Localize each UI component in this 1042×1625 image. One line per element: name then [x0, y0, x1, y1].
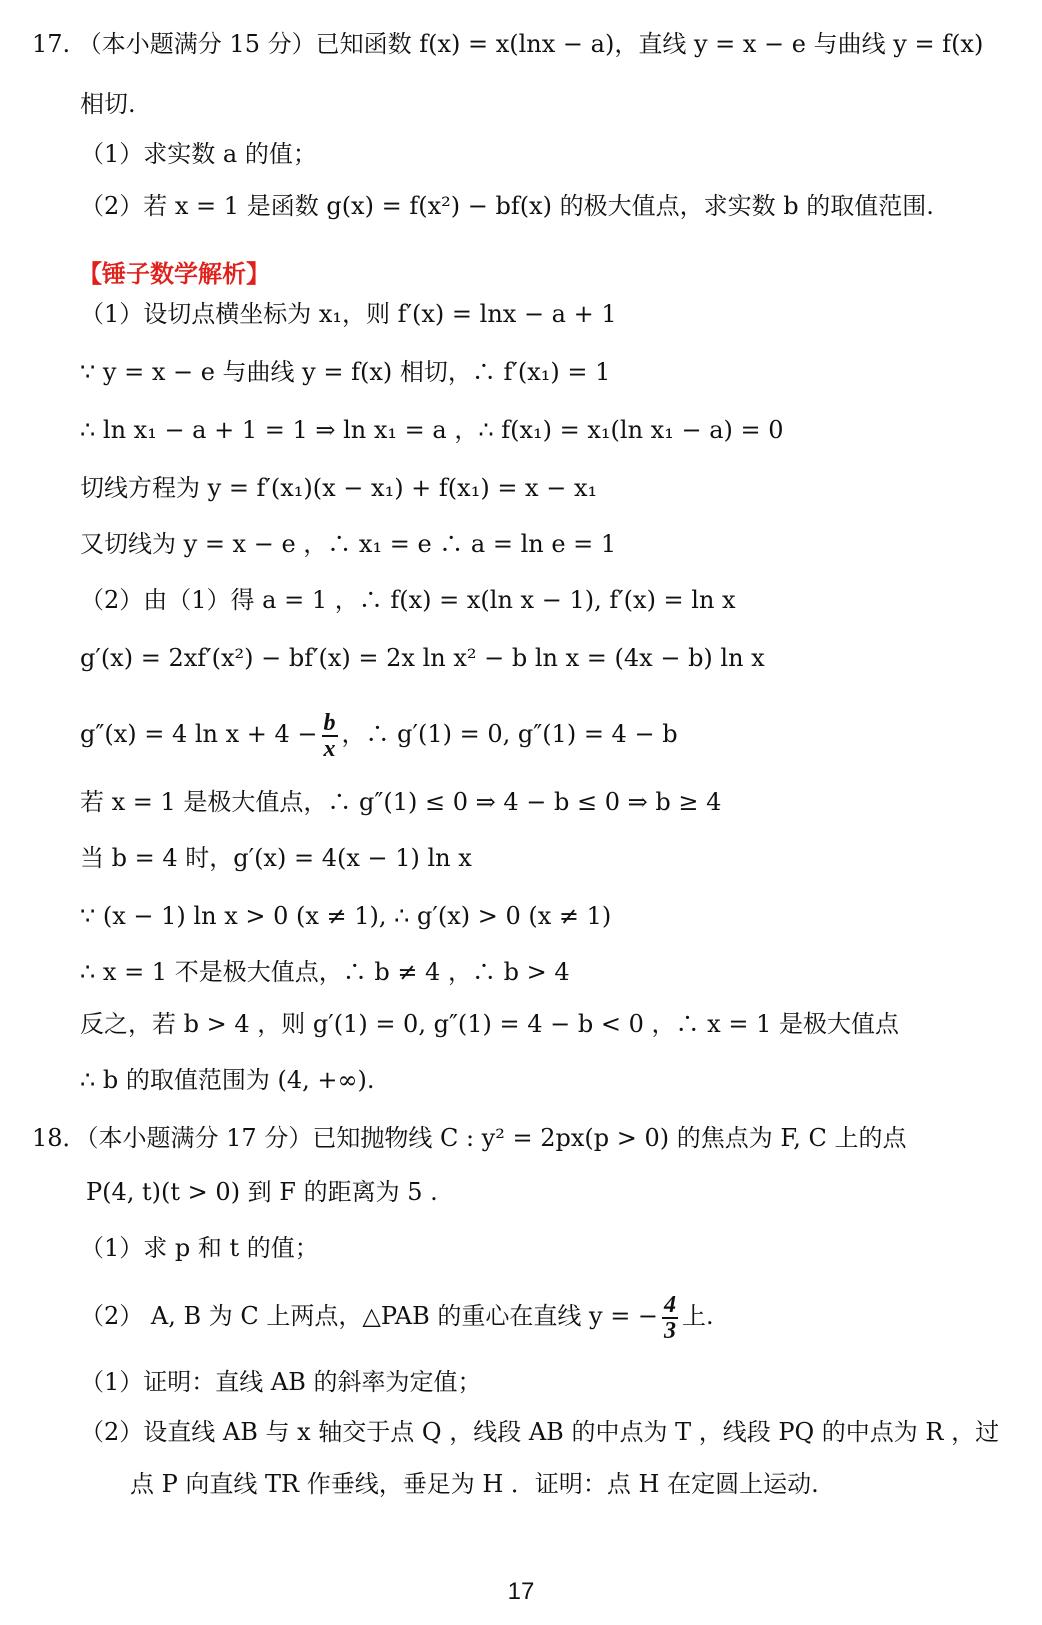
solution-line-7: g′(x) = 2xf′(x²) − bf′(x) = 2x ln x² − b ln x = (4x − b) ln x — [80, 644, 765, 672]
problem17-q2: （2）若 x = 1 是函数 g(x) = f(x²) − bf(x) 的极大值点，求实数 b 的取值范围. — [80, 192, 934, 220]
fraction-b-over-x — [322, 711, 338, 761]
problem18-q1: （1）求 p 和 t 的值； — [80, 1234, 319, 1262]
fraction-4-over-3 — [662, 1293, 678, 1343]
page-number: 17 — [507, 1578, 535, 1605]
solution-line-14: ∴ b 的取值范围为 (4, +∞). — [80, 1066, 375, 1094]
g-values: ，∴ g′(1) = 0, g″(1) = 4 − b — [341, 720, 678, 748]
solution-line-8 — [80, 702, 678, 766]
problem17-q1: （1）求实数 a 的值； — [80, 140, 317, 168]
solution-line-4: 切线方程为 y = f′(x₁)(x − x₁) + f(x₁) = x − x₁ — [80, 474, 598, 502]
solution-line-6: （2）由（1）得 a = 1 ，∴ f(x) = x(ln x − 1), f′(x) = ln x — [80, 586, 736, 614]
problem18-q2-tail: 上. — [682, 1302, 714, 1330]
fraction-numerator: 4 — [664, 1291, 677, 1318]
solution-line-5: 又切线为 y = x − e ，∴ x₁ = e ∴ a = ln e = 1 — [80, 530, 617, 558]
solution-line-9: 若 x = 1 是极大值点，∴ g″(1) ≤ 0 ⇒ 4 − b ≤ 0 ⇒ b ≥ 4 — [80, 788, 722, 816]
problem18-header: 18．（本小题满分 17 分）已知抛物线 C : y² = 2px(p > 0) 的焦点为 F, C 上的点 — [32, 1124, 907, 1152]
solution-line-10: 当 b = 4 时，g′(x) = 4(x − 1) ln x — [80, 844, 472, 872]
solution-line-13: 反之，若 b > 4 ，则 g′(1) = 0, g″(1) = 4 − b < 0 ，∴ x = 1 是极大值点 — [80, 1010, 899, 1038]
fraction-denominator: x — [323, 735, 336, 762]
solution-title: 【锤子数学解析】 — [78, 260, 270, 288]
solution-line-11: ∵ (x − 1) ln x > 0 (x ≠ 1), ∴ g′(x) > 0 (x ≠ 1) — [80, 902, 612, 930]
solution-line-2: ∵ y = x − e 与曲线 y = f(x) 相切，∴ f′(x₁) = 1 — [80, 358, 611, 386]
problem18-header-cont: P(4, t)(t > 0) 到 F 的距离为 5 . — [86, 1178, 438, 1206]
fraction-numerator: b — [323, 709, 336, 736]
problem18-q2-2-cont: 点 P 向直线 TR 作垂线，垂足为 H ．证明：点 H 在定圆上运动. — [130, 1470, 819, 1498]
problem17-header: 17. （本小题满分 15 分）已知函数 f(x) = x(lnx − a)，直线 y = x − e 与曲线 y = f(x) — [32, 30, 984, 58]
g2-expression: g″(x) = 4 ln x + 4 − — [80, 720, 318, 748]
problem18-q2-2: （2）设直线 AB 与 x 轴交于点 Q ，线段 AB 的中点为 T ，线段 PQ 的中点为 R ，过 — [80, 1418, 1000, 1446]
solution-line-1: （1）设切点横坐标为 x₁，则 f′(x) = lnx − a + 1 — [80, 300, 617, 328]
fraction-denominator: 3 — [664, 1317, 677, 1344]
solution-line-12: ∴ x = 1 不是极大值点，∴ b ≠ 4 ，∴ b > 4 — [80, 958, 570, 986]
problem18-q2-text: （2） A, B 为 C 上两点，△PAB 的重心在直线 y = − — [80, 1302, 659, 1330]
problem18-q2 — [80, 1288, 714, 1344]
solution-line-3: ∴ ln x₁ − a + 1 = 1 ⇒ ln x₁ = a ，∴ f(x₁) = x₁(ln x₁ − a) = 0 — [80, 416, 784, 444]
problem17-header-cont: 相切. — [80, 90, 136, 118]
problem18-q2-1: （1）证明：直线 AB 的斜率为定值； — [80, 1368, 482, 1396]
